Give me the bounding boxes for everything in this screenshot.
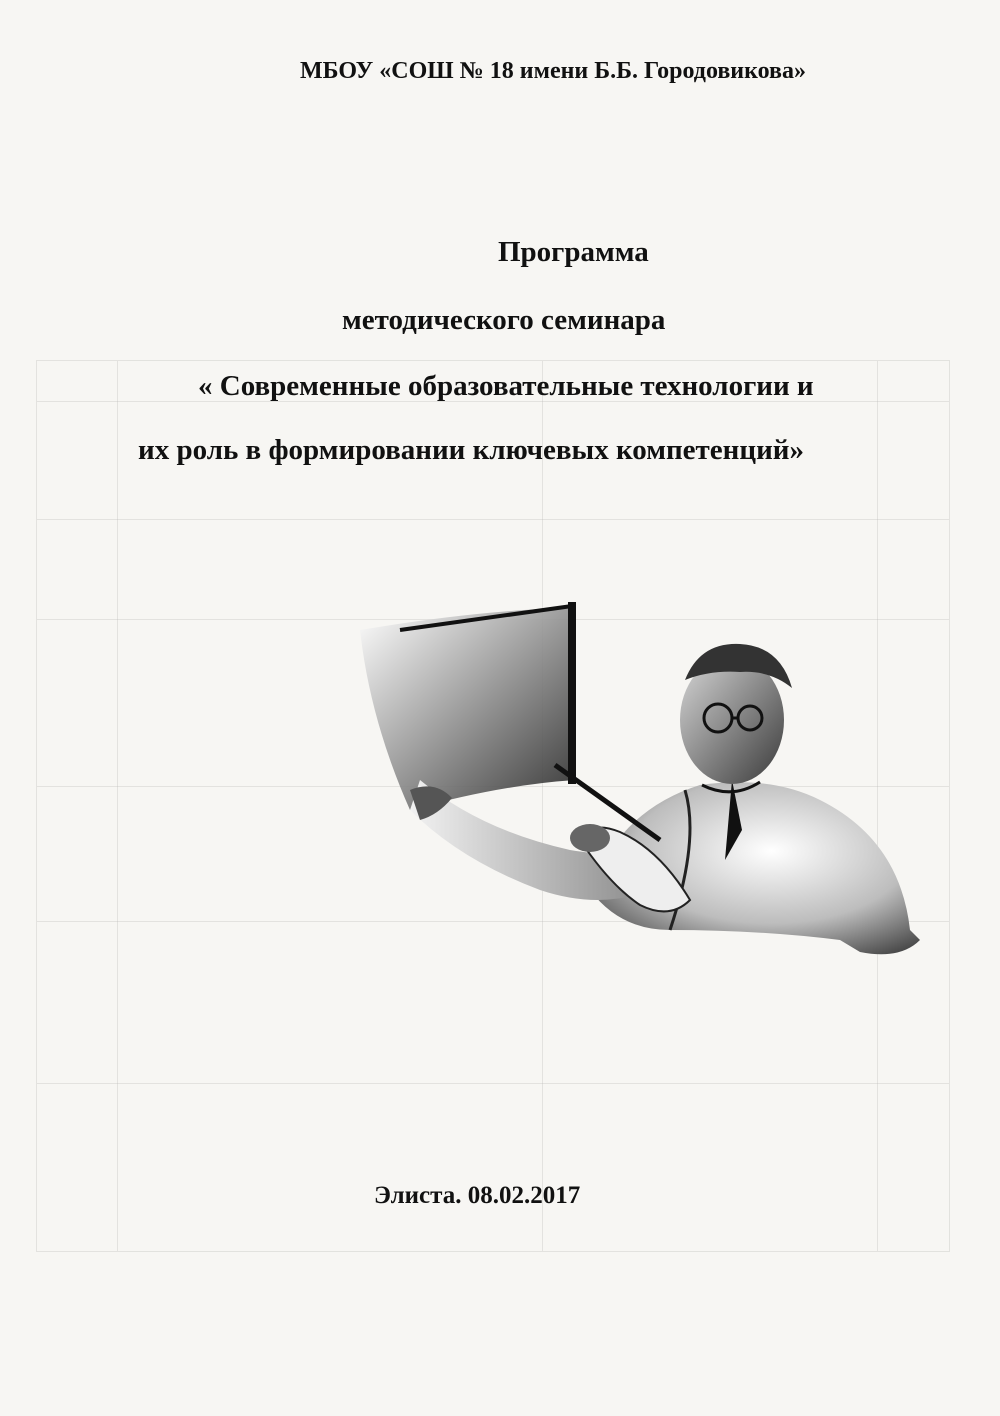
teacher-with-pointer-icon [340, 600, 930, 1100]
title-line-1: Программа [498, 236, 649, 268]
city-date: Элиста. 08.02.2017 [374, 1182, 581, 1209]
title-line-4: их роль в формировании ключевых компетенций» [138, 434, 805, 466]
title-line-3: « Современные образовательные технологии и [198, 370, 814, 402]
school-name: МБОУ «СОШ № 18 имени Б.Б. Городовикова» [300, 58, 807, 84]
title-line-2: методического семинара [342, 304, 666, 336]
